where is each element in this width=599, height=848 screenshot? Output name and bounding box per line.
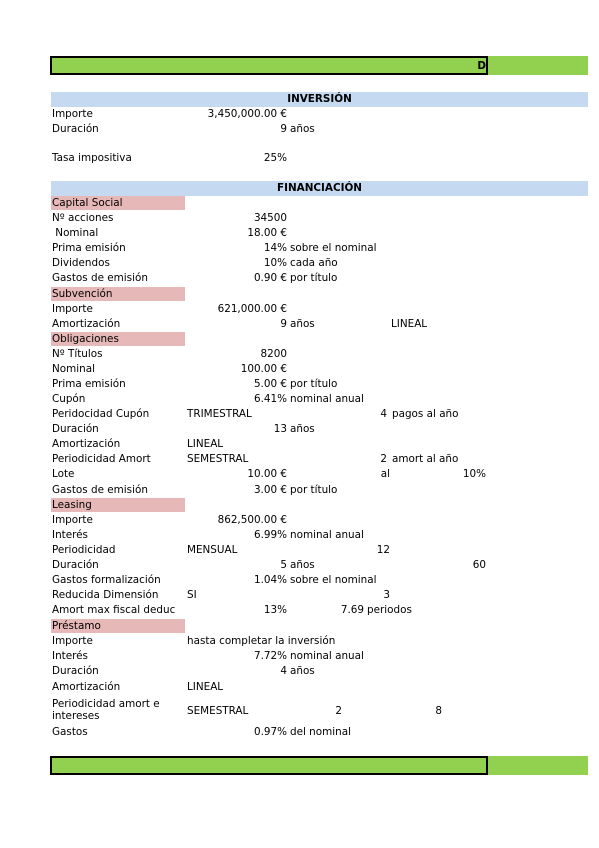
cupon-value: 6.41% <box>253 393 287 405</box>
leasing-interes-label: Interés <box>52 529 88 541</box>
capital-social-header: Capital Social <box>51 196 185 210</box>
top-green-bar <box>50 56 588 75</box>
oblig-duracion-label: Duración <box>52 423 99 435</box>
dividendos-note: cada año <box>290 257 338 269</box>
reducida-value: SI <box>187 589 197 601</box>
oblig-duracion-unit: años <box>290 423 315 435</box>
dividendos-value: 10% <box>263 257 287 269</box>
leasing-amort-label: Amort max fiscal deduc <box>52 604 176 616</box>
titulos-value: 8200 <box>260 348 287 360</box>
prestamo-per-total: 8 <box>435 705 442 717</box>
prestamo-interes-value: 7.72% <box>253 650 287 662</box>
prestamo-gastos-label: Gastos <box>52 726 88 738</box>
lote-al: al <box>380 468 390 480</box>
financiacion-header: FINANCIACIÓN <box>51 181 588 196</box>
prestamo-amort-label: Amortización <box>52 681 121 693</box>
oblig-gastos-note: por título <box>290 484 338 496</box>
oblig-amort-label: Amortización <box>52 438 121 450</box>
subvencion-importe-value: 621,000.00 € <box>217 303 287 315</box>
dividendos-label: Dividendos <box>52 257 110 269</box>
cupon-periodicidad-value: TRIMESTRAL <box>187 408 252 420</box>
top-bar-letter: D <box>477 60 486 72</box>
oblig-per-amort-value: SEMESTRAL <box>187 453 249 465</box>
titulos-label: Nº Títulos <box>52 348 103 360</box>
oblig-per-amort-label: Periodicidad Amort <box>52 453 151 465</box>
prestamo-amort-value: LINEAL <box>187 681 224 693</box>
inversion-importe-value: 3,450,000.00 € <box>207 108 287 120</box>
leasing-header: Leasing <box>51 498 185 512</box>
leasing-duracion-unit: años <box>290 559 315 571</box>
oblig-prima-label: Prima emisión <box>52 378 126 390</box>
capital-prima-label: Prima emisión <box>52 242 126 254</box>
subvencion-importe-label: Importe <box>52 303 93 315</box>
capital-gastos-label: Gastos de emisión <box>52 272 148 284</box>
tasa-label: Tasa impositiva <box>52 152 132 164</box>
lote-label: Lote <box>52 468 75 480</box>
oblig-gastos-value: 3.00 € <box>253 484 287 496</box>
subvencion-amort-unit: años <box>290 318 315 330</box>
prestamo-gastos-note: del nominal <box>290 726 351 738</box>
leasing-duracion-total: 60 <box>472 559 486 571</box>
obligaciones-header: Obligaciones <box>51 332 185 346</box>
oblig-prima-note: por título <box>290 378 338 390</box>
oblig-nominal-value: 100.00 € <box>240 363 287 375</box>
inversion-duracion-label: Duración <box>52 123 99 135</box>
leasing-periodicidad-count: 12 <box>376 544 390 556</box>
prestamo-importe-label: Importe <box>52 635 93 647</box>
oblig-amort-value: LINEAL <box>187 438 224 450</box>
prestamo-header: Préstamo <box>51 619 185 633</box>
inversion-duracion-value: 9 <box>280 123 287 135</box>
cupon-note: nominal anual <box>290 393 364 405</box>
acciones-label: Nº acciones <box>52 212 114 224</box>
oblig-duracion-value: 13 <box>273 423 287 435</box>
capital-prima-value: 14% <box>263 242 287 254</box>
capital-gastos-note: por título <box>290 272 338 284</box>
oblig-per-amort-count: 2 <box>380 453 387 465</box>
capital-nominal-value: 18.00 € <box>247 227 287 239</box>
subvencion-amort-value: 9 <box>280 318 287 330</box>
reducida-count: 3 <box>383 589 390 601</box>
acciones-value: 34500 <box>253 212 287 224</box>
cupon-label: Cupón <box>52 393 86 405</box>
cupon-periodicidad-note: pagos al año <box>392 408 459 420</box>
cupon-periodicidad-count: 4 <box>380 408 387 420</box>
leasing-gastos-note: sobre el nominal <box>290 574 377 586</box>
prestamo-interes-label: Interés <box>52 650 88 662</box>
capital-nominal-label: Nominal <box>52 227 99 239</box>
leasing-duracion-label: Duración <box>52 559 99 571</box>
oblig-prima-value: 5.00 € <box>253 378 287 390</box>
leasing-periodicidad-label: Periodicidad <box>52 544 116 556</box>
prestamo-per-label-2: intereses <box>52 710 100 722</box>
prestamo-per-count: 2 <box>335 705 342 717</box>
oblig-per-amort-note: amort al año <box>392 453 459 465</box>
capital-gastos-value: 0.90 € <box>253 272 287 284</box>
leasing-interes-value: 6.99% <box>253 529 287 541</box>
subvencion-header: Subvención <box>51 287 185 301</box>
prestamo-per-value: SEMESTRAL <box>187 705 249 717</box>
reducida-label: Reducida Dimensión <box>52 589 159 601</box>
leasing-amort-value: 13% <box>263 604 287 616</box>
lote-value: 10.00 € <box>247 468 287 480</box>
subvencion-amort-type: LINEAL <box>391 318 428 330</box>
leasing-interes-note: nominal anual <box>290 529 364 541</box>
bottom-green-bar <box>50 756 588 775</box>
prestamo-gastos-value: 0.97% <box>253 726 287 738</box>
leasing-periodicidad-value: MENSUAL <box>187 544 238 556</box>
cupon-periodicidad-label: Peridocidad Cupón <box>52 408 150 420</box>
capital-prima-note: sobre el nominal <box>290 242 377 254</box>
oblig-nominal-label: Nominal <box>52 363 95 375</box>
tasa-value: 25% <box>263 152 287 164</box>
prestamo-duracion-unit: años <box>290 665 315 677</box>
prestamo-duracion-value: 4 <box>280 665 287 677</box>
subvencion-amort-label: Amortización <box>52 318 121 330</box>
leasing-gastos-label: Gastos formalización <box>52 574 161 586</box>
prestamo-interes-note: nominal anual <box>290 650 364 662</box>
prestamo-per-label-1: Periodicidad amort e <box>52 698 160 710</box>
oblig-gastos-label: Gastos de emisión <box>52 484 148 496</box>
prestamo-duracion-label: Duración <box>52 665 99 677</box>
leasing-amort-note: periodos <box>367 604 412 616</box>
inversion-importe-label: Importe <box>52 108 93 120</box>
lote-pct: 10% <box>462 468 486 480</box>
prestamo-importe-value: hasta completar la inversión <box>187 635 336 647</box>
leasing-importe-label: Importe <box>52 514 93 526</box>
leasing-gastos-value: 1.04% <box>253 574 287 586</box>
inversion-header: INVERSIÓN <box>51 92 588 107</box>
inversion-duracion-unit: años <box>290 123 315 135</box>
leasing-amort-periods: 7.69 <box>340 604 364 616</box>
leasing-duracion-value: 5 <box>280 559 287 571</box>
leasing-importe-value: 862,500.00 € <box>217 514 287 526</box>
